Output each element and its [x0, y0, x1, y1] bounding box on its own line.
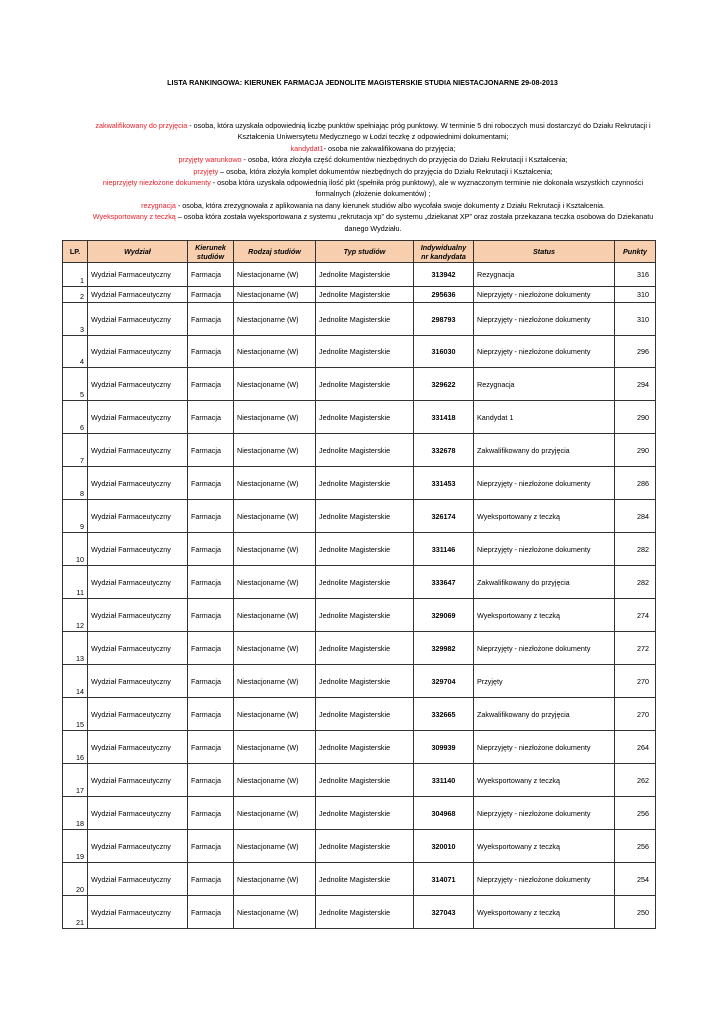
legend: [88, 120, 658, 234]
cell-lp: 15: [63, 698, 88, 731]
cell-punkty: 256: [615, 830, 656, 863]
table-row: [63, 566, 656, 599]
table-row: [63, 731, 656, 764]
table-row: [63, 287, 656, 303]
cell-status: Nieprzyjęty - niezłożone dokumenty: [474, 533, 615, 566]
cell-typ: Jednolite Magisterskie: [316, 401, 414, 434]
header-wydzial: Wydział: [88, 241, 188, 263]
cell-wydzial: Wydział Farmaceutyczny: [88, 467, 188, 500]
cell-rodzaj: Niestacjonarne (W): [234, 731, 316, 764]
cell-rodzaj: Niestacjonarne (W): [234, 863, 316, 896]
cell-lp: 9: [63, 500, 88, 533]
cell-nr: 313942: [414, 263, 474, 287]
cell-nr: 331146: [414, 533, 474, 566]
cell-lp: 2: [63, 287, 88, 303]
cell-typ: Jednolite Magisterskie: [316, 336, 414, 368]
cell-rodzaj: Niestacjonarne (W): [234, 368, 316, 401]
cell-rodzaj: Niestacjonarne (W): [234, 336, 316, 368]
cell-punkty: 254: [615, 863, 656, 896]
cell-lp: 1: [63, 263, 88, 287]
cell-kierunek: Farmacja: [188, 764, 234, 797]
cell-rodzaj: Niestacjonarne (W): [234, 599, 316, 632]
cell-typ: Jednolite Magisterskie: [316, 434, 414, 467]
header-punkty: Punkty: [615, 241, 656, 263]
header-rodzaj: Rodzaj studiów: [234, 241, 316, 263]
cell-status: Zakwalifikowany do przyjęcia: [474, 434, 615, 467]
table-row: [63, 896, 656, 929]
header-kierunek: Kierunek studiów: [188, 241, 234, 263]
legend-term: nieprzyjęty niezłożone dokumenty: [102, 178, 211, 188]
cell-kierunek: Farmacja: [188, 698, 234, 731]
cell-lp: 16: [63, 731, 88, 764]
cell-typ: Jednolite Magisterskie: [316, 830, 414, 863]
cell-status: Wyeksportowany z teczką: [474, 500, 615, 533]
cell-typ: Jednolite Magisterskie: [316, 731, 414, 764]
legend-term: kandydat1: [290, 143, 324, 153]
cell-wydzial: Wydział Farmaceutyczny: [88, 434, 188, 467]
cell-typ: Jednolite Magisterskie: [316, 896, 414, 929]
cell-typ: Jednolite Magisterskie: [316, 533, 414, 566]
cell-nr: 329069: [414, 599, 474, 632]
table-row: [63, 665, 656, 698]
cell-kierunek: Farmacja: [188, 368, 234, 401]
cell-kierunek: Farmacja: [188, 566, 234, 599]
cell-status: Przyjęty: [474, 665, 615, 698]
cell-punkty: 310: [615, 287, 656, 303]
cell-status: Wyeksportowany z teczką: [474, 599, 615, 632]
cell-lp: 14: [63, 665, 88, 698]
cell-kierunek: Farmacja: [188, 896, 234, 929]
cell-kierunek: Farmacja: [188, 336, 234, 368]
cell-punkty: 282: [615, 533, 656, 566]
cell-nr: 331140: [414, 764, 474, 797]
cell-wydzial: Wydział Farmaceutyczny: [88, 566, 188, 599]
cell-kierunek: Farmacja: [188, 401, 234, 434]
legend-term: przyjęty: [193, 166, 219, 176]
cell-typ: Jednolite Magisterskie: [316, 566, 414, 599]
cell-punkty: 286: [615, 467, 656, 500]
cell-wydzial: Wydział Farmaceutyczny: [88, 599, 188, 632]
table-row: [63, 336, 656, 368]
cell-typ: Jednolite Magisterskie: [316, 665, 414, 698]
cell-lp: 3: [63, 303, 88, 336]
cell-wydzial: Wydział Farmaceutyczny: [88, 665, 188, 698]
cell-kierunek: Farmacja: [188, 863, 234, 896]
legend-przyjety-warunkowo: [88, 154, 658, 165]
cell-lp: 7: [63, 434, 88, 467]
cell-rodzaj: Niestacjonarne (W): [234, 500, 316, 533]
cell-typ: Jednolite Magisterskie: [316, 632, 414, 665]
cell-status: Zakwalifikowany do przyjęcia: [474, 698, 615, 731]
cell-lp: 18: [63, 797, 88, 830]
cell-typ: Jednolite Magisterskie: [316, 263, 414, 287]
cell-wydzial: Wydział Farmaceutyczny: [88, 830, 188, 863]
table-row: [63, 533, 656, 566]
cell-status: Nieprzyjęty - niezłożone dokumenty: [474, 731, 615, 764]
table-body: [63, 263, 656, 929]
cell-lp: 13: [63, 632, 88, 665]
cell-wydzial: Wydział Farmaceutyczny: [88, 303, 188, 336]
cell-nr: 309939: [414, 731, 474, 764]
cell-typ: Jednolite Magisterskie: [316, 368, 414, 401]
cell-status: Nieprzyjęty - niezłożone dokumenty: [474, 336, 615, 368]
cell-typ: Jednolite Magisterskie: [316, 698, 414, 731]
legend-rezygnacja: [88, 200, 658, 211]
cell-nr: 332665: [414, 698, 474, 731]
cell-nr: 329622: [414, 368, 474, 401]
legend-przyjety: [88, 166, 658, 177]
cell-rodzaj: Niestacjonarne (W): [234, 830, 316, 863]
cell-wydzial: Wydział Farmaceutyczny: [88, 401, 188, 434]
cell-rodzaj: Niestacjonarne (W): [234, 764, 316, 797]
cell-punkty: 296: [615, 336, 656, 368]
cell-punkty: 282: [615, 566, 656, 599]
cell-rodzaj: Niestacjonarne (W): [234, 287, 316, 303]
cell-rodzaj: Niestacjonarne (W): [234, 263, 316, 287]
table-row: [63, 500, 656, 533]
header-status: Status: [474, 241, 615, 263]
legend-term: rezygnacja: [141, 200, 176, 210]
table-row: [63, 368, 656, 401]
cell-lp: 10: [63, 533, 88, 566]
cell-punkty: 294: [615, 368, 656, 401]
cell-nr: 295636: [414, 287, 474, 303]
legend-term: przyjęty warunkowo: [178, 155, 242, 165]
cell-punkty: 316: [615, 263, 656, 287]
table-row: [63, 599, 656, 632]
legend-desc: - osoba, która uzyskała odpowiednią liczbę punktów spełniając próg punktowy. W terminie 5 dni roboczych musi dostarczyć do Działu Rekrutacji i Kształcenia Uniwersytetu Medycznego w Łodzi teczkę z odpowiednimi dokumentami;: [187, 121, 651, 142]
cell-kierunek: Farmacja: [188, 500, 234, 533]
cell-rodzaj: Niestacjonarne (W): [234, 665, 316, 698]
cell-status: Wyeksportowany z teczką: [474, 830, 615, 863]
cell-punkty: 284: [615, 500, 656, 533]
cell-lp: 12: [63, 599, 88, 632]
cell-typ: Jednolite Magisterskie: [316, 797, 414, 830]
cell-nr: 298793: [414, 303, 474, 336]
cell-wydzial: Wydział Farmaceutyczny: [88, 500, 188, 533]
ranking-table: [62, 240, 656, 929]
legend-term: Wyeksportowany z teczką: [92, 212, 176, 222]
page-title: LISTA RANKINGOWA: KIERUNEK FARMACJA JEDNOLITE MAGISTERSKIE STUDIA NIESTACJONARNE 29-08-2013: [167, 78, 558, 87]
cell-rodzaj: Niestacjonarne (W): [234, 467, 316, 500]
legend-term: zakwalifikowany do przyjęcia: [95, 121, 188, 130]
cell-nr: 316030: [414, 336, 474, 368]
cell-rodzaj: Niestacjonarne (W): [234, 896, 316, 929]
table-row: [63, 830, 656, 863]
cell-kierunek: Farmacja: [188, 797, 234, 830]
cell-status: Nieprzyjęty - niezłożone dokumenty: [474, 303, 615, 336]
cell-wydzial: Wydział Farmaceutyczny: [88, 263, 188, 287]
legend-desc: - osoba która uzyskała odpowiednią ilość pkt (spełniła próg punktowy), ale w wyznaczonym terminie nie dokonała wszystkich czynności formalnych (złożenie dokumentów) ;: [210, 178, 644, 199]
legend-kandydat: [88, 143, 658, 154]
cell-punkty: 290: [615, 434, 656, 467]
cell-status: Wyeksportowany z teczką: [474, 764, 615, 797]
table-row: [63, 401, 656, 434]
cell-status: Nieprzyjęty - niezłożone dokumenty: [474, 797, 615, 830]
table-row: [63, 434, 656, 467]
legend-wyeksportowany: [88, 211, 658, 234]
cell-rodzaj: Niestacjonarne (W): [234, 401, 316, 434]
cell-nr: 314071: [414, 863, 474, 896]
cell-rodzaj: Niestacjonarne (W): [234, 632, 316, 665]
legend-desc: - osoba nie zakwalifikowana do przyjęcia;: [323, 143, 456, 153]
cell-nr: 329982: [414, 632, 474, 665]
cell-status: Zakwalifikowany do przyjęcia: [474, 566, 615, 599]
cell-wydzial: Wydział Farmaceutyczny: [88, 731, 188, 764]
header-lp: LP.: [63, 241, 88, 263]
cell-lp: 5: [63, 368, 88, 401]
legend-desc: – osoba która została wyeksportowana z systemu „rekrutacja xp” do systemu „dziekanat XP” oraz została przekazana teczka osobowa do Dziekanatu danego Wydziału.: [175, 212, 654, 233]
table-row: [63, 467, 656, 500]
cell-kierunek: Farmacja: [188, 287, 234, 303]
cell-typ: Jednolite Magisterskie: [316, 287, 414, 303]
cell-punkty: 262: [615, 764, 656, 797]
cell-status: Nieprzyjęty - niezłożone dokumenty: [474, 863, 615, 896]
cell-wydzial: Wydział Farmaceutyczny: [88, 533, 188, 566]
cell-kierunek: Farmacja: [188, 533, 234, 566]
cell-status: Rezygnacja: [474, 368, 615, 401]
cell-wydzial: Wydział Farmaceutyczny: [88, 368, 188, 401]
cell-wydzial: Wydział Farmaceutyczny: [88, 336, 188, 368]
cell-punkty: 270: [615, 665, 656, 698]
cell-lp: 8: [63, 467, 88, 500]
cell-rodzaj: Niestacjonarne (W): [234, 434, 316, 467]
cell-nr: 327043: [414, 896, 474, 929]
legend-desc: – osoba, która złożyła komplet dokumentów niezbędnych do przyjęcia do Działu Rekrutacji i Kształcenia;: [218, 166, 553, 176]
cell-punkty: 264: [615, 731, 656, 764]
cell-punkty: 274: [615, 599, 656, 632]
cell-kierunek: Farmacja: [188, 467, 234, 500]
cell-wydzial: Wydział Farmaceutyczny: [88, 764, 188, 797]
cell-typ: Jednolite Magisterskie: [316, 863, 414, 896]
cell-nr: 331418: [414, 401, 474, 434]
cell-lp: 6: [63, 401, 88, 434]
cell-punkty: 272: [615, 632, 656, 665]
cell-lp: 17: [63, 764, 88, 797]
cell-status: Nieprzyjęty - niezłożone dokumenty: [474, 287, 615, 303]
cell-wydzial: Wydział Farmaceutyczny: [88, 698, 188, 731]
cell-wydzial: Wydział Farmaceutyczny: [88, 863, 188, 896]
table-header-row: [63, 241, 656, 263]
cell-kierunek: Farmacja: [188, 830, 234, 863]
table-row: [63, 698, 656, 731]
cell-status: Kandydat 1: [474, 401, 615, 434]
cell-wydzial: Wydział Farmaceutyczny: [88, 896, 188, 929]
cell-typ: Jednolite Magisterskie: [316, 467, 414, 500]
cell-status: Rezygnacja: [474, 263, 615, 287]
cell-rodzaj: Niestacjonarne (W): [234, 533, 316, 566]
cell-nr: 332678: [414, 434, 474, 467]
table-row: [63, 764, 656, 797]
cell-nr: 320010: [414, 830, 474, 863]
cell-kierunek: Farmacja: [188, 731, 234, 764]
legend-desc: - osoba, która zrezygnowała z aplikowania na dany kierunek studiów albo wycofała swoje dokumenty z Działu Rekrutacji i Kształcenia.: [175, 200, 605, 210]
cell-status: Nieprzyjęty - niezłożone dokumenty: [474, 632, 615, 665]
cell-punkty: 270: [615, 698, 656, 731]
table-row: [63, 303, 656, 336]
cell-wydzial: Wydział Farmaceutyczny: [88, 287, 188, 303]
cell-rodzaj: Niestacjonarne (W): [234, 566, 316, 599]
cell-punkty: 250: [615, 896, 656, 929]
legend-zakwalifikowany: [88, 120, 658, 143]
header-indywidualny: Indywidualny nr kandydata: [414, 241, 474, 263]
cell-rodzaj: Niestacjonarne (W): [234, 797, 316, 830]
cell-kierunek: Farmacja: [188, 632, 234, 665]
cell-kierunek: Farmacja: [188, 263, 234, 287]
cell-kierunek: Farmacja: [188, 434, 234, 467]
cell-kierunek: Farmacja: [188, 303, 234, 336]
legend-desc: - osoba, która złożyła część dokumentów niezbędnych do przyjęcia do Działu Rekrutacji i Kształcenia;: [241, 155, 568, 165]
cell-nr: 333647: [414, 566, 474, 599]
cell-status: Nieprzyjęty - niezłożone dokumenty: [474, 467, 615, 500]
cell-typ: Jednolite Magisterskie: [316, 303, 414, 336]
table-row: [63, 263, 656, 287]
cell-typ: Jednolite Magisterskie: [316, 500, 414, 533]
cell-punkty: 310: [615, 303, 656, 336]
cell-lp: 21: [63, 896, 88, 929]
cell-punkty: 256: [615, 797, 656, 830]
legend-nieprzyjety: [88, 177, 658, 200]
cell-lp: 4: [63, 336, 88, 368]
cell-wydzial: Wydział Farmaceutyczny: [88, 797, 188, 830]
cell-nr: 326174: [414, 500, 474, 533]
cell-typ: Jednolite Magisterskie: [316, 764, 414, 797]
cell-punkty: 290: [615, 401, 656, 434]
cell-lp: 11: [63, 566, 88, 599]
header-typ: Typ studiów: [316, 241, 414, 263]
table-row: [63, 797, 656, 830]
cell-rodzaj: Niestacjonarne (W): [234, 303, 316, 336]
cell-typ: Jednolite Magisterskie: [316, 599, 414, 632]
cell-nr: 304968: [414, 797, 474, 830]
cell-wydzial: Wydział Farmaceutyczny: [88, 632, 188, 665]
table-row: [63, 632, 656, 665]
cell-lp: 20: [63, 863, 88, 896]
cell-lp: 19: [63, 830, 88, 863]
table-row: [63, 863, 656, 896]
cell-kierunek: Farmacja: [188, 599, 234, 632]
cell-nr: 329704: [414, 665, 474, 698]
cell-kierunek: Farmacja: [188, 665, 234, 698]
cell-nr: 331453: [414, 467, 474, 500]
cell-rodzaj: Niestacjonarne (W): [234, 698, 316, 731]
cell-status: Wyeksportowany z teczką: [474, 896, 615, 929]
